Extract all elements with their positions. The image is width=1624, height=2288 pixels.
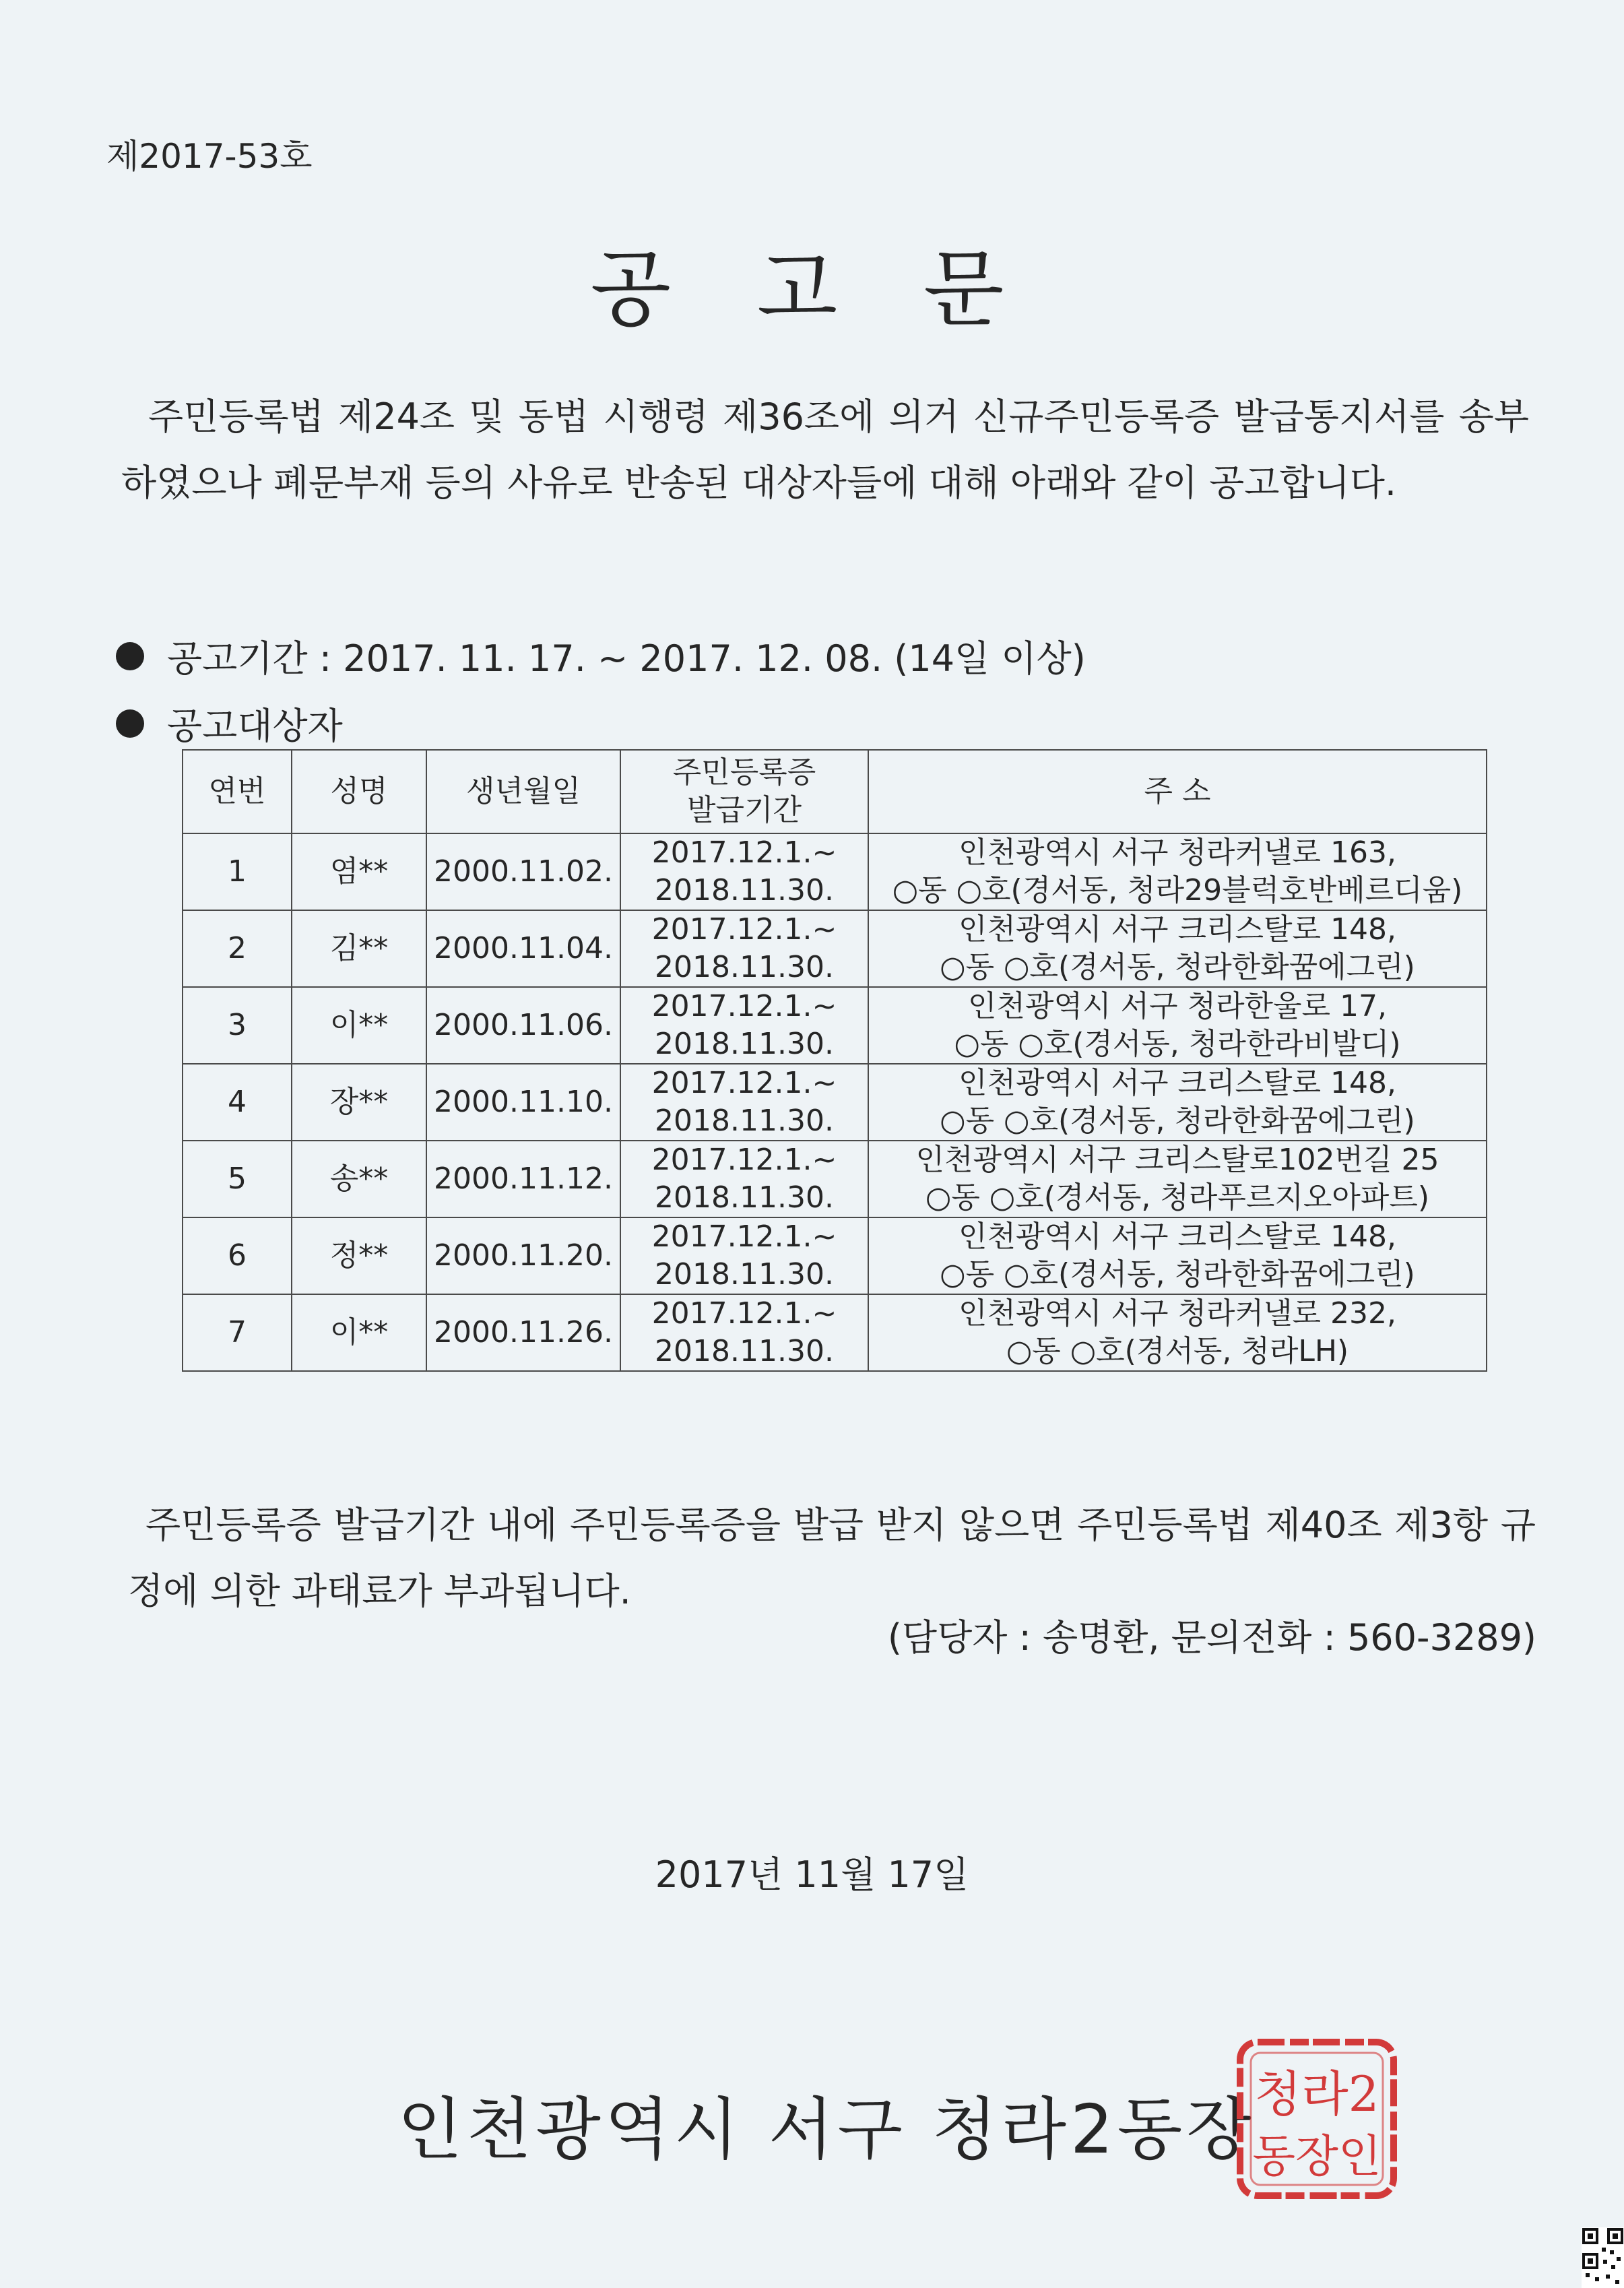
header-birth: 생년월일 bbox=[426, 750, 620, 833]
header-no: 연번 bbox=[183, 750, 292, 833]
document-number: 제2017-53호 bbox=[106, 137, 313, 176]
cell-no: 7 bbox=[183, 1294, 292, 1371]
cell-birth: 2000.11.02. bbox=[426, 833, 620, 910]
address-line1: 인천광역시 서구 청라커낼로 163, bbox=[959, 835, 1396, 870]
cell-address bbox=[868, 1141, 1487, 1217]
targets-table bbox=[182, 749, 1487, 1372]
header-issue-period-line2: 발급기간 bbox=[686, 793, 802, 827]
notice-period bbox=[116, 630, 1086, 682]
issue-end: 2018.11.30. bbox=[655, 950, 834, 984]
cell-name: 장** bbox=[292, 1064, 426, 1141]
cell-name: 이** bbox=[292, 987, 426, 1064]
targets-heading-text: 공고대상자 bbox=[167, 705, 343, 747]
table-row bbox=[183, 833, 1487, 910]
official-seal-icon bbox=[1236, 2038, 1398, 2200]
targets-heading bbox=[116, 697, 343, 749]
table-row bbox=[183, 1064, 1487, 1141]
cell-birth: 2000.11.10. bbox=[426, 1064, 620, 1141]
header-issue-period-line1: 주민등록증 bbox=[672, 755, 816, 790]
issue-end: 2018.11.30. bbox=[655, 873, 834, 908]
qr-code-icon bbox=[1582, 2227, 1624, 2288]
cell-address bbox=[868, 987, 1487, 1064]
address-line1: 인천광역시 서구 크리스탈로102번길 25 bbox=[915, 1143, 1439, 1177]
address-line1: 인천광역시 서구 크리스탈로 148, bbox=[959, 912, 1396, 947]
seal-text-top: 청라2 bbox=[1254, 2066, 1379, 2122]
cell-birth: 2000.11.04. bbox=[426, 910, 620, 987]
cell-address bbox=[868, 1294, 1487, 1371]
table-row bbox=[183, 910, 1487, 987]
cell-address bbox=[868, 833, 1487, 910]
cell-name: 정** bbox=[292, 1217, 426, 1294]
issue-end: 2018.11.30. bbox=[655, 1027, 834, 1061]
cell-no: 1 bbox=[183, 833, 292, 910]
cell-issue-period bbox=[620, 1141, 868, 1217]
penalty-notice: 주민등록증 발급기간 내에 주민등록증을 발급 받지 않으면 주민등록법 제40조 제3항 규정에 의한 과태료가 부과됩니다. bbox=[128, 1504, 1536, 1612]
cell-name: 송** bbox=[292, 1141, 426, 1217]
contact-info: (담당자 : 송명환, 문의전화 : 560-3289) bbox=[887, 1616, 1536, 1659]
issue-start: 2017.12.1.~ bbox=[651, 912, 837, 947]
address-line2: ○동 ○호(경서동, 청라한화꿈에그린) bbox=[940, 1257, 1415, 1292]
issue-start: 2017.12.1.~ bbox=[651, 989, 837, 1023]
cell-birth: 2000.11.26. bbox=[426, 1294, 620, 1371]
issuer-name: 인천광역시 서구 청라2동장 bbox=[397, 2090, 1256, 2169]
address-line1: 인천광역시 서구 청라한울로 17, bbox=[968, 989, 1387, 1023]
cell-address bbox=[868, 910, 1487, 987]
issue-date: 2017년 11월 17일 bbox=[655, 1853, 969, 1896]
address-line2: ○동 ○호(경서동, 청라한라비발디) bbox=[954, 1027, 1401, 1061]
header-address: 주 소 bbox=[868, 750, 1487, 833]
address-line1: 인천광역시 서구 크리스탈로 148, bbox=[959, 1219, 1396, 1254]
issue-start: 2017.12.1.~ bbox=[651, 835, 837, 870]
table-row bbox=[183, 1217, 1487, 1294]
cell-issue-period bbox=[620, 987, 868, 1064]
issue-end: 2018.11.30. bbox=[655, 1257, 834, 1292]
issue-end: 2018.11.30. bbox=[655, 1104, 834, 1138]
issue-start: 2017.12.1.~ bbox=[651, 1143, 837, 1177]
address-line2: ○동 ○호(경서동, 청라한화꿈에그린) bbox=[940, 1104, 1415, 1138]
header-name: 성명 bbox=[292, 750, 426, 833]
issue-start: 2017.12.1.~ bbox=[651, 1066, 837, 1100]
address-line1: 인천광역시 서구 청라커낼로 232, bbox=[959, 1296, 1396, 1331]
cell-name: 이** bbox=[292, 1294, 426, 1371]
table-row bbox=[183, 987, 1487, 1064]
cell-birth: 2000.11.20. bbox=[426, 1217, 620, 1294]
cell-name: 김** bbox=[292, 910, 426, 987]
issue-start: 2017.12.1.~ bbox=[651, 1219, 837, 1254]
cell-no: 4 bbox=[183, 1064, 292, 1141]
cell-no: 2 bbox=[183, 910, 292, 987]
issue-start: 2017.12.1.~ bbox=[651, 1296, 837, 1331]
table-header-row bbox=[183, 750, 1487, 833]
cell-issue-period bbox=[620, 833, 868, 910]
address-line1: 인천광역시 서구 크리스탈로 148, bbox=[959, 1066, 1396, 1100]
issue-end: 2018.11.30. bbox=[655, 1180, 834, 1215]
cell-no: 5 bbox=[183, 1141, 292, 1217]
table-row bbox=[183, 1294, 1487, 1371]
cell-birth: 2000.11.12. bbox=[426, 1141, 620, 1217]
bullet-icon bbox=[116, 642, 144, 670]
cell-issue-period bbox=[620, 1217, 868, 1294]
address-line2: ○동 ○호(경서동, 청라LH) bbox=[1006, 1334, 1349, 1368]
cell-birth: 2000.11.06. bbox=[426, 987, 620, 1064]
address-line2: ○동 ○호(경서동, 청라한화꿈에그린) bbox=[940, 950, 1415, 984]
notice-period-text: 공고기간 : 2017. 11. 17. ~ 2017. 12. 08. (14일 이상) bbox=[167, 637, 1086, 680]
seal-text-bottom: 동장인 bbox=[1252, 2130, 1382, 2182]
cell-issue-period bbox=[620, 1294, 868, 1371]
page-title: 공 고 문 bbox=[590, 241, 1034, 338]
cell-no: 3 bbox=[183, 987, 292, 1064]
address-line2: ○동 ○호(경서동, 청라푸르지오아파트) bbox=[925, 1180, 1430, 1215]
intro-paragraph: 주민등록법 제24조 및 동법 시행령 제36조에 의거 신규주민등록증 발급통지서를 송부하였으나 폐문부재 등의 사유로 반송된 대상자들에 대해 아래와 같이 공고합니다. bbox=[121, 395, 1529, 504]
cell-issue-period bbox=[620, 1064, 868, 1141]
address-line2: ○동 ○호(경서동, 청라29블럭호반베르디움) bbox=[892, 873, 1463, 908]
cell-name: 염** bbox=[292, 833, 426, 910]
issue-end: 2018.11.30. bbox=[655, 1334, 834, 1368]
cell-no: 6 bbox=[183, 1217, 292, 1294]
cell-issue-period bbox=[620, 910, 868, 987]
header-issue-period bbox=[620, 750, 868, 833]
cell-address bbox=[868, 1064, 1487, 1141]
table-row bbox=[183, 1141, 1487, 1217]
cell-address bbox=[868, 1217, 1487, 1294]
bullet-icon bbox=[116, 709, 144, 738]
